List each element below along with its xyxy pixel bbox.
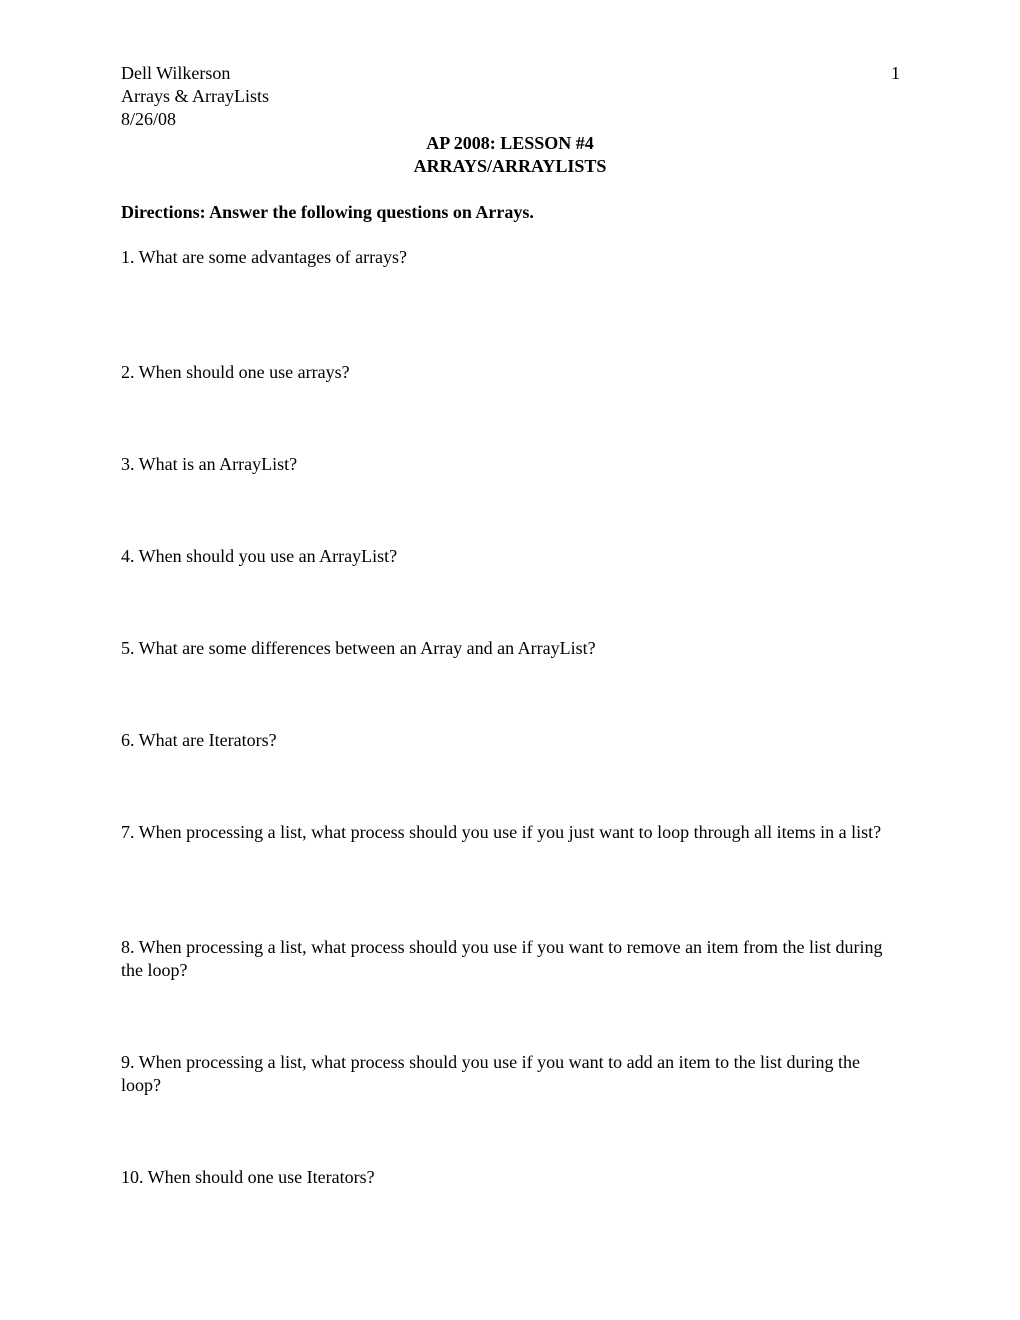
question-6: 6. What are Iterators? bbox=[121, 730, 277, 750]
question-3: 3. What is an ArrayList? bbox=[121, 454, 298, 474]
question-1: 1. What are some advantages of arrays? bbox=[121, 247, 408, 267]
directions-text: Directions: Answer the following questions on Arrays. bbox=[121, 202, 534, 222]
question-7: 7. When processing a list, what process should you use if you just want to loop through all items in a list? bbox=[121, 822, 882, 842]
header-author: Dell Wilkerson bbox=[121, 63, 231, 83]
lesson-title: AP 2008: LESSON #4 bbox=[426, 133, 594, 153]
question-10: 10. When should one use Iterators? bbox=[121, 1167, 375, 1187]
question-9: 9. When processing a list, what process should you use if you want to add an item to the list during the loop? bbox=[121, 1052, 861, 1095]
question-5: 5. What are some differences between an Array and an ArrayList? bbox=[121, 638, 596, 658]
question-2: 2. When should one use arrays? bbox=[121, 362, 350, 382]
header-subject: Arrays & ArrayLists bbox=[121, 86, 269, 106]
question-4: 4. When should you use an ArrayList? bbox=[121, 546, 398, 566]
lesson-subtitle: ARRAYS/ARRAYLISTS bbox=[413, 156, 607, 176]
question-8: 8. When processing a list, what process should you use if you want to remove an item from the list during the loop? bbox=[121, 937, 883, 980]
header-date: 8/26/08 bbox=[121, 109, 177, 129]
page-number: 1 bbox=[891, 63, 900, 83]
